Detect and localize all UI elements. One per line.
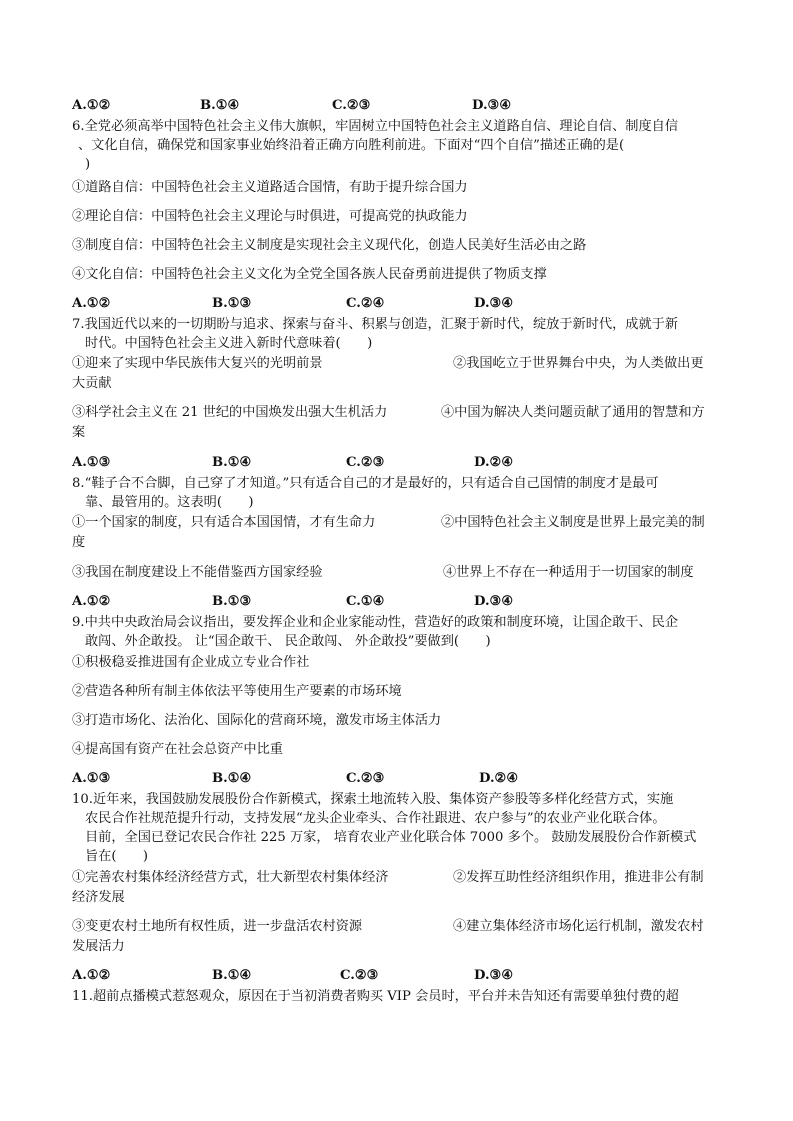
- q8-item-1: ①一个国家的制度，只有适合本国国情，才有生命力: [72, 515, 376, 530]
- option-d: D.③④: [474, 296, 514, 311]
- q6-stem-2: 、文化自信，确保党和国家事业始终沿着正确方向胜利前进。下面对“四个自信”描述正确的是(: [78, 138, 625, 153]
- q9-item-3: ③打造市场化、法治化、国际化的营商环境，激发市场主体活力: [72, 713, 442, 728]
- option-c: C.①④: [346, 594, 385, 609]
- q10-item-1: ①完善农村集体经济经营方式，壮大新型农村集体经济: [72, 870, 389, 885]
- q8-options: [72, 594, 732, 610]
- option-b: B.①④: [212, 455, 252, 470]
- option-a: A.①③: [72, 771, 111, 786]
- q7-item-2: ②我国屹立于世界舞台中央，为人类做出更: [453, 356, 704, 371]
- q10-stem-3: 目前，全国已登记农民合作社 225 万家， 培育农业产业化联合体 7000 多个。 鼓励发展股份合作新模式: [85, 830, 697, 845]
- q8-stem-2: 靠、最管用的。这表明( ): [85, 495, 254, 510]
- q8-item-2-cont: 度: [72, 535, 86, 550]
- option-c: C.②③: [332, 98, 371, 113]
- q7-items-row-1: [72, 356, 722, 372]
- option-d: D.③④: [472, 98, 512, 113]
- q9-item-2: ②营造各种所有制主体依法平等使用生产要素的市场环境: [72, 684, 402, 699]
- q5-options: [72, 98, 732, 114]
- option-c: C.②③: [346, 455, 385, 470]
- q6-item-3: ③制度自信：中国特色社会主义制度是实现社会主义现代化，创造人民美好生活必由之路: [72, 238, 587, 253]
- q6-item-4: ④文化自信：中国特色社会主义文化为全党全国各族人民奋勇前进提供了物质支撑: [72, 267, 547, 282]
- option-c: C.②④: [346, 296, 385, 311]
- option-b: B.①③: [212, 296, 252, 311]
- q7-item-4: ④中国为解决人类问题贡献了通用的智慧和方: [441, 405, 705, 420]
- q9-stem-2: 敢闯、外企敢投。 让“国企敢干、 民企敢闯、 外企敢投”要做到( ): [85, 634, 491, 649]
- option-a: A.①②: [72, 98, 111, 113]
- q7-stem-2: 时代。中国特色社会主义进入新时代意味着( ): [85, 336, 373, 351]
- q8-item-4: ④世界上不存在一种适用于一切国家的制度: [443, 565, 694, 580]
- q9-options: [72, 771, 732, 787]
- q10-items-row-1: [72, 870, 722, 886]
- q9-item-1: ①积极稳妥推进国有企业成立专业合作社: [72, 655, 310, 670]
- q10-options: [72, 968, 732, 984]
- q10-item-4: ④建立集体经济市场化运行机制，激发农村: [453, 919, 704, 934]
- q10-item-4-cont: 发展活力: [72, 939, 125, 954]
- q7-options: [72, 455, 732, 471]
- q6-item-1: ①道路自信：中国特色社会主义道路适合国情，有助于提升综合国力: [72, 180, 468, 195]
- q7-item-3: ③科学社会主义在 21 世纪的中国焕发出强大生机活力: [72, 405, 388, 420]
- q8-stem-1: 8.“鞋子合不合脚，自己穿了才知道。”只有适合自己的才是最好的，只有适合自己国情的制度才是最可: [72, 476, 659, 491]
- option-b: B.①④: [212, 771, 252, 786]
- q8-item-2: ②中国特色社会主义制度是世界上最完美的制: [441, 515, 705, 530]
- q10-items-row-2: [72, 919, 722, 935]
- q7-items-row-2: [72, 405, 722, 421]
- q10-item-3: ③变更农村土地所有权性质，进一步盘活农村资源: [72, 919, 363, 934]
- option-d: D.②④: [474, 455, 514, 470]
- q6-item-2: ②理论自信：中国特色社会主义理论与时俱进，可提高党的执政能力: [72, 209, 468, 224]
- option-d: D.③④: [474, 968, 514, 983]
- option-a: A.①②: [72, 296, 111, 311]
- q9-item-4: ④提高国有资产在社会总资产中比重: [72, 742, 283, 757]
- q10-stem-4: 旨在( ): [85, 849, 149, 864]
- q10-item-2: ②发挥互助性经济组织作用，推进非公有制: [453, 870, 704, 885]
- q6-options: [72, 296, 732, 312]
- q7-item-1: ①迎来了实现中华民族伟大复兴的光明前景: [72, 356, 323, 371]
- option-a: A.①②: [72, 968, 111, 983]
- q6-stem-3: ): [85, 157, 91, 172]
- option-b: B.①③: [212, 594, 252, 609]
- option-b: B.①④: [200, 98, 240, 113]
- q9-stem-1: 9.中共中央政治局会议指出，要发挥企业和企业家能动性，营造好的政策和制度环境，让国企敢干、民企: [72, 615, 679, 630]
- q8-item-3: ③我国在制度建设上不能借鉴西方国家经验: [72, 565, 323, 580]
- option-d: D.②④: [479, 771, 519, 786]
- q10-stem-2: 农民合作社规范提升行动，支持发展“龙头企业牵头、合作社跟进、农户参与”的农业产业化联合体。: [85, 811, 666, 826]
- option-a: A.①②: [72, 594, 111, 609]
- option-a: A.①③: [72, 455, 111, 470]
- q8-items-row-2: [72, 565, 722, 581]
- q7-item-4-cont: 案: [72, 425, 86, 440]
- q7-item-2-cont: 大贡献: [72, 376, 112, 391]
- q10-item-2-cont: 经济发展: [72, 890, 125, 905]
- q10-stem-1: 10.近年来，我国鼓励发展股份合作新模式，探索土地流转入股、集体资产参股等多样化经营方式，实施: [72, 792, 674, 807]
- option-c: C.②③: [340, 968, 379, 983]
- q7-stem-1: 7.我国近代以来的一切期盼与追求、探索与奋斗、积累与创造，汇聚于新时代，绽放于新时代，成就于新: [72, 317, 679, 332]
- option-c: C.②③: [346, 771, 385, 786]
- option-b: B.①④: [212, 968, 252, 983]
- q8-items-row-1: [72, 515, 722, 531]
- option-d: D.③④: [474, 594, 514, 609]
- q11-stem-1: 11.超前点播模式惹怒观众，原因在于当初消费者购买 VIP 会员时，平台并未告知还有需要单独付费的超: [72, 989, 679, 1004]
- q6-stem-1: 6.全党必须高举中国特色社会主义伟大旗帜，牢固树立中国特色社会主义道路自信、理论自信、制度自信: [72, 119, 679, 134]
